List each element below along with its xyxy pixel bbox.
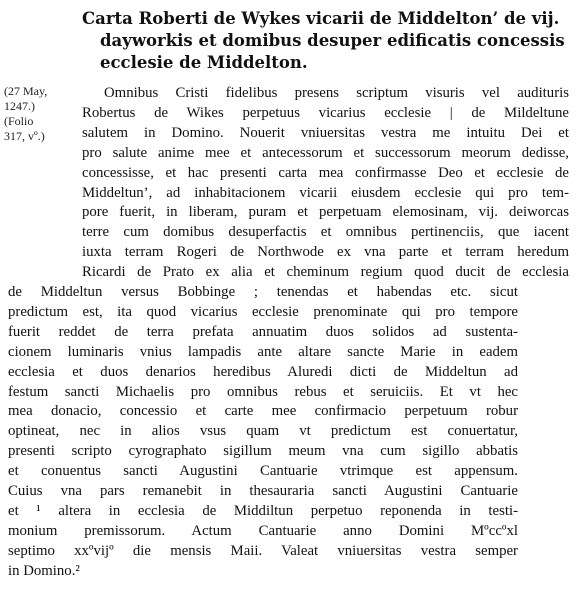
margin-folio-label: (Folio	[4, 114, 34, 128]
margin-note-date-folio	[4, 84, 66, 144]
body-line: concessisse, et hac presenti carta mea confirmasse Deo et ecclesie de	[82, 164, 569, 181]
body-line: Robertus de Wikes perpetuus vicarius ecclesie | de Mildeltune	[82, 104, 569, 121]
body-line: salutem in Domino. Nouerit vniuersitas vestra me intuitu Dei et	[82, 124, 569, 141]
body-line: predictum est, ita quod vicarius ecclesie prenominate qui pro tempore	[8, 303, 518, 320]
margin-year: 1247.)	[4, 99, 35, 113]
body-line: fuerit reddet de terra prefata annuatim duos solidos ad sustenta-	[8, 323, 518, 340]
body-line: de Middeltun versus Bobbinge ; tenendas et habendas etc. sicut	[8, 284, 518, 300]
body-line: Middeltun’, ad inhabitacionem vicarii eiusdem ecclesie qui pro tem-	[82, 184, 569, 201]
margin-date: (27 May,	[4, 84, 48, 98]
body-line: ecclesia et duos denarios heredibus Aluredi dicti de Middeltun ad	[8, 363, 518, 380]
body-line: in Domino.²	[8, 562, 80, 579]
body-line: Cuius vna pars remanebit in thesauraria sancti Augustini Cantuarie	[8, 483, 518, 499]
body-line: pro salute anime mee et antecessorum et successorum meorum dedisse,	[82, 144, 569, 161]
body-line: presenti scripto cyrographato sigillum meum vna cum sigillo abbatis	[8, 443, 518, 460]
body-line: monium premissorum. Actum Cantuarie anno Domini Mºccºxl	[8, 522, 518, 539]
margin-folio-number: 317, vº.)	[4, 129, 45, 143]
body-line: Ricardi de Prato ex alia et cheminum regium quod ducit de ecclesia	[82, 264, 569, 281]
body-line: Omnibus Cristi fidelibus presens scriptum visuris vel audituris	[104, 85, 569, 101]
title-line-2: dayworkis et domibus desuper edificatis concessis	[100, 31, 565, 50]
body-line: optineat, nec in alios vsus quam vt predictum est conuertatur,	[8, 423, 518, 440]
body-line: et ¹ altera in ecclesia de Middiltun perpetuo reponenda in testi-	[8, 502, 518, 519]
body-line: mea donacio, concessio et carte mee confirmacio perpetuum robur	[8, 403, 518, 420]
body-line: et conuentus sancti Augustini Cantuarie vtrimque est appensum.	[8, 463, 518, 480]
body-line: septimo xxºvijº die mensis Maii. Valeat vniuersitas vestra semper	[8, 542, 518, 559]
body-line: cionem luminaris vnius lampadis ante altare sancte Marie in eadem	[8, 343, 518, 360]
title-line-3: ecclesie de Middelton.	[100, 53, 308, 72]
body-line: terre cum domibus desuperfactis et omnibus pertinenciis, que iacent	[82, 224, 569, 241]
charter-title	[82, 8, 565, 74]
body-line: iuxta terram Rogeri de Northwode ex vna parte et terram heredum	[82, 244, 569, 261]
title-line-1: Carta Roberti de Wykes vicarii de Middelton’ de vij.	[82, 9, 560, 28]
body-line: festum sancti Michaelis pro omnibus rebus et seruiciis. Et vt hec	[8, 383, 518, 400]
body-line: pore fuerit, in liberam, puram et perpetuam elemosinam, vij. deiworcas	[82, 204, 569, 221]
